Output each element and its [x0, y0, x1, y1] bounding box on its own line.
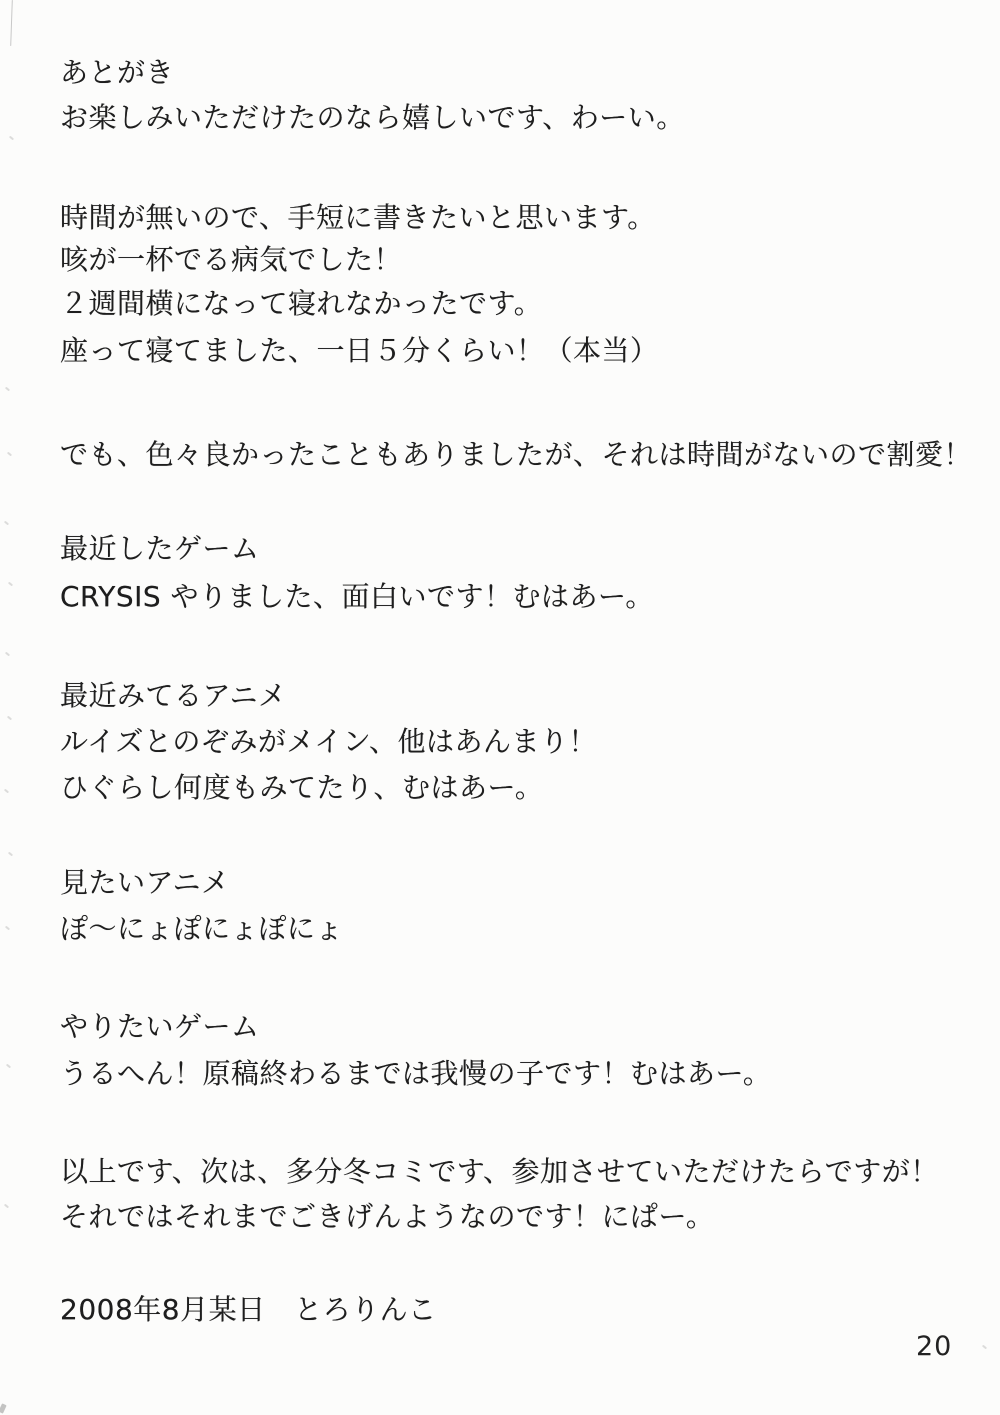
scan-mark	[10, 0, 13, 46]
scan-mark	[5, 387, 10, 392]
want-game-line: うるへん！原稿終わるまでは我慢の子です！むはあー。	[60, 1057, 772, 1090]
closing-line-2: それではそれまでごきげんようなのです！にぱー。	[60, 1200, 715, 1233]
closing-line-1: 以上です、次は、多分冬コミです、参加させていただけたらですが！	[60, 1155, 939, 1188]
scan-mark	[4, 789, 9, 794]
scan-mark	[7, 452, 12, 457]
scan-mark	[0, 1403, 7, 1413]
recent-anime-line-2: ひぐらし何度もみてたり、むはあー。	[60, 771, 544, 804]
scan-mark	[8, 852, 13, 857]
scan-mark	[4, 1204, 9, 1209]
scan-mark	[5, 652, 10, 657]
scan-mark	[4, 521, 9, 526]
scan-mark	[8, 582, 13, 587]
health-line-3: ２週間横になって寝れなかったです。	[60, 287, 543, 320]
scan-mark	[9, 136, 14, 141]
scan-mark	[982, 1345, 987, 1350]
afterword-title: あとがき	[60, 56, 175, 89]
scan-mark	[5, 926, 10, 931]
intro-line: お楽しみいただけたのなら嬉しいです、わーい。	[60, 101, 685, 134]
want-game-heading: やりたいゲーム	[60, 1010, 260, 1043]
scan-mark	[6, 1064, 11, 1069]
health-line-1: 時間が無いので、手短に書きたいと思います。	[60, 201, 656, 234]
recent-anime-line-1: ルイズとのぞみがメイン、他はあんまり！	[60, 725, 598, 758]
recent-game-heading: 最近したゲーム	[60, 532, 260, 565]
page-number: 20	[916, 1331, 953, 1362]
health-line-4: 座って寝てました、一日５分くらい！（本当）	[60, 334, 659, 367]
want-anime-line: ぽ～にょぽにょぽにょ	[60, 912, 344, 945]
scan-mark	[7, 716, 12, 721]
aside-line: でも、色々良かったこともありましたが、それは時間がないので割愛！	[60, 438, 973, 471]
want-anime-heading: 見たいアニメ	[60, 866, 230, 899]
health-line-2: 咳が一杯でる病気でした！	[60, 243, 403, 276]
recent-anime-heading: 最近みてるアニメ	[60, 679, 287, 712]
signature-line: 2008年8月某日 とろりんこ	[60, 1293, 437, 1326]
recent-game-line: CRYSIS やりました、面白いです！むはあー。	[60, 580, 654, 613]
